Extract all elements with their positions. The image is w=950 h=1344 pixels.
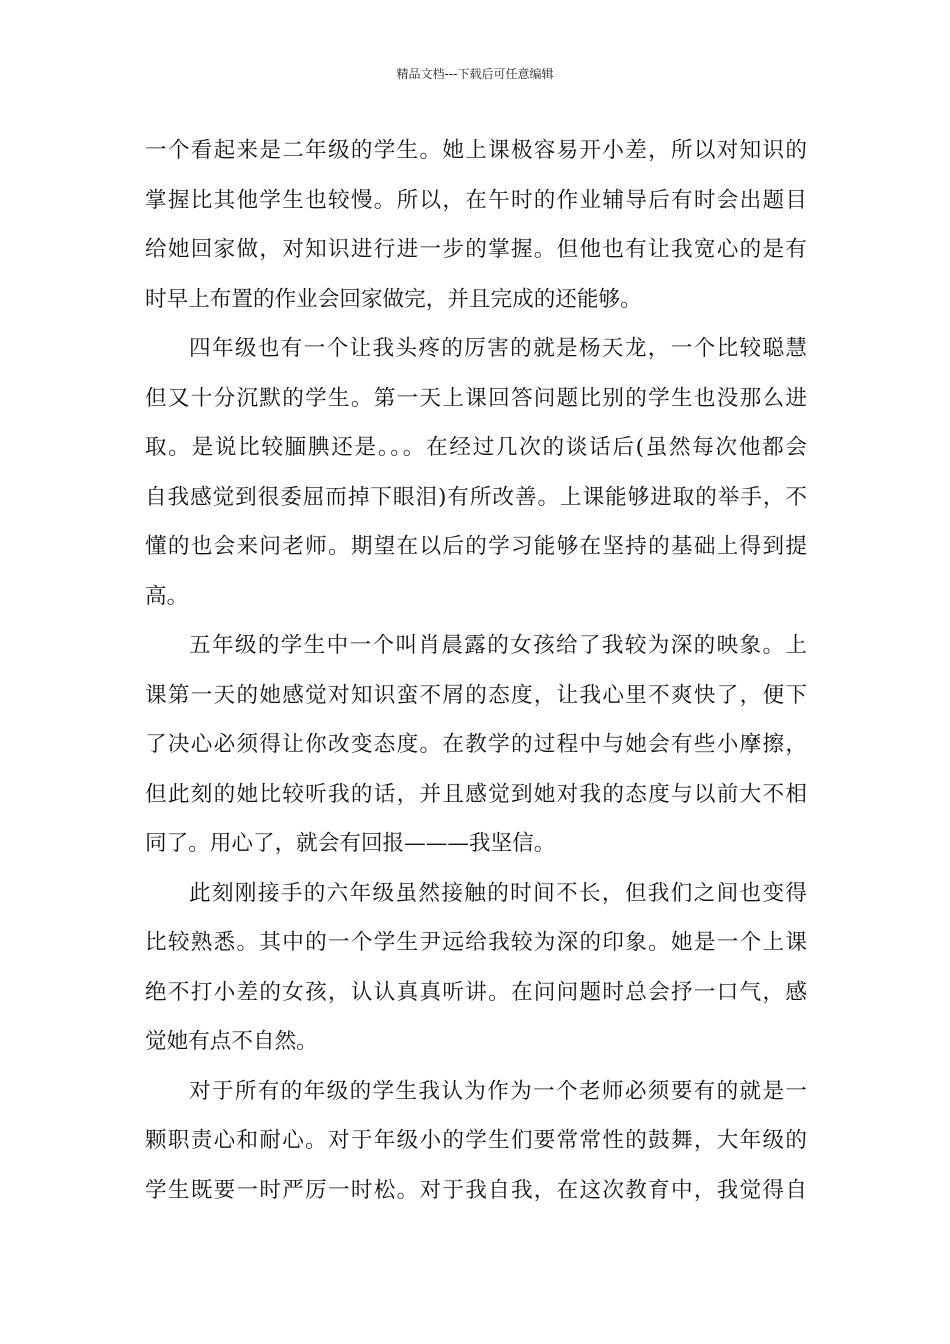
text-line: 给她回家做，对知识进行进一步的掌握。但他也有让我宽心的是有 — [145, 237, 807, 262]
text-line: 懂的也会来问老师。期望在以后的学习能够在坚持的基础上得到提 — [145, 534, 807, 559]
text-line: 觉她有点不自然。 — [145, 1029, 318, 1054]
text-line: 同了。用心了，就会有回报———我坚信。 — [145, 831, 556, 856]
text-line: 比较熟悉。其中的一个学生尹远给我较为深的印象。她是一个上课 — [145, 930, 807, 955]
text-line: 但又十分沉默的学生。第一天上课回答问题比别的学生也没那么进 — [145, 385, 807, 411]
text-line: 对于所有的年级的学生我认为作为一个老师必须要有的就是一 — [189, 1078, 807, 1104]
text-line: 但此刻的她比较听我的话，并且感觉到她对我的态度与以前大不相 — [145, 781, 807, 807]
text-line: 课第一天的她感觉对知识蛮不屑的态度，让我心里不爽快了，便下 — [145, 682, 807, 708]
text-line: 颗职责心和耐心。对于年级小的学生们要常常性的鼓舞，大年级的 — [145, 1128, 807, 1153]
page-header: 精品文档---下载后可任意编辑 — [396, 67, 554, 81]
text-line: 了决心必须得让你改变态度。在教学的过程中与她会有些小摩擦， — [145, 732, 807, 757]
text-line: 四年级也有一个让我头疼的厉害的就是杨天龙，一个比较聪慧 — [189, 336, 807, 361]
text-line: 取。是说比较腼腆还是。。。在经过几次的谈话后(虽然每次他都会 — [145, 435, 807, 460]
text-line: 自我感觉到很委屈而掉下眼泪)有所改善。上课能够进取的举手，不 — [145, 484, 807, 510]
text-line: 绝不打小差的女孩，认认真真听讲。在问问题时总会抒一口气，感 — [145, 979, 807, 1005]
text-line: 时早上布置的作业会回家做完，并且完成的还能够。 — [145, 286, 642, 312]
text-line: 五年级的学生中一个叫肖晨露的女孩给了我较为深的映象。上 — [189, 633, 807, 658]
text-line: 学生既要一时严厉一时松。对于我自我，在这次教育中，我觉得自 — [145, 1177, 807, 1203]
body-text — [145, 126, 807, 1215]
text-line: 掌握比其他学生也较慢。所以，在午时的作业辅导后有时会出题目 — [145, 187, 807, 213]
text-line: 此刻刚接手的六年级虽然接触的时间不长，但我们之间也变得 — [189, 880, 807, 906]
text-line: 一个看起来是二年级的学生。她上课极容易开小差，所以对知识的 — [145, 138, 807, 163]
text-line: 高。 — [145, 583, 189, 609]
